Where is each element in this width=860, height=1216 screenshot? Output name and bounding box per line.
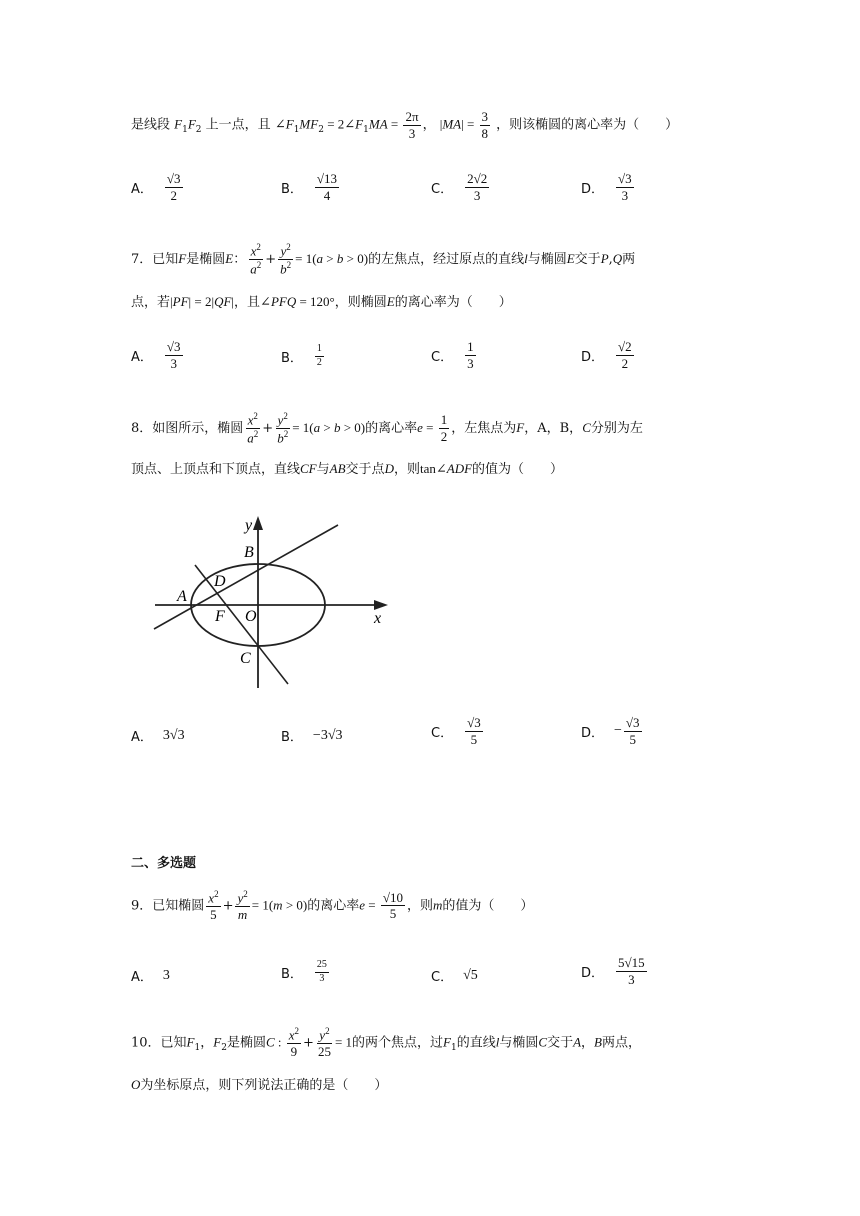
- q8-option-d[interactable]: D． − $\frac{√3}{5}$: [581, 715, 640, 747]
- q9-option-b[interactable]: B． $\frac{25}{3}$: [281, 959, 327, 984]
- q6-option-a[interactable]: A． $\frac{√3}{2}$: [131, 171, 181, 203]
- label-a: A: [177, 588, 187, 605]
- section-title-multiple-choice: 二、多选题: [131, 856, 197, 871]
- label-o: O: [245, 608, 257, 625]
- q10-stem-line2: O为坐标原点，则下列说法正确的是（ ）: [131, 1077, 388, 1093]
- angle-fraction: $\frac{2\pi}{3}$: [405, 109, 419, 141]
- q6-stem: 是线段 $F_1F_2$ 上一点，且 $\angle F_1MF_2$ = $2\angle F_1MA$ = $\frac{2\pi}{3}$ ， |MA| = $\frac{3}{8}$ ，则该椭圆的离心率为（ ）: [131, 109, 679, 141]
- label-b: B: [244, 544, 254, 561]
- q9-stem: 9．已知椭圆 $\frac{x^2}{5}$ + $\frac{y^2}{m}$ = 1(m > 0)的离心率e = $\frac{√10}{5}$ ，则m的值为（ ）: [131, 889, 534, 922]
- q8-option-c[interactable]: C． $\frac{√3}{5}$: [431, 715, 481, 747]
- q7-option-a[interactable]: A． $\frac{√3}{3}$: [131, 339, 181, 371]
- q9-option-a[interactable]: A． 3: [131, 967, 170, 985]
- label-y: y: [245, 517, 253, 534]
- q7-option-c[interactable]: C． $\frac{1}{3}$: [431, 339, 474, 371]
- q7-stem-line2: 点，若|PF| = 2|QF|，且∠PFQ = 120°，则椭圆E的离心率为（ ）: [131, 294, 512, 310]
- q9-option-c[interactable]: C． √5: [431, 967, 478, 985]
- q10-stem-line1: 10．已知$F_1$，$F_2$是椭圆C : $\frac{x^2}{9}$ + $\frac{y^2}{25}$ = 1的两个焦点，过$F_1$的直线l与椭圆C交于A，B两点，: [131, 1026, 642, 1059]
- q8-option-b[interactable]: B． −3√3: [281, 727, 343, 745]
- q7-option-b[interactable]: B． $\frac{1}{2}$: [281, 343, 322, 368]
- label-c: C: [240, 650, 251, 667]
- q8-option-a[interactable]: A． 3√3: [131, 727, 185, 745]
- label-x: x: [374, 610, 382, 627]
- q6-option-d[interactable]: D． $\frac{√3}{3}$: [581, 171, 632, 203]
- q9-option-d[interactable]: D． $\frac{5√15}{3}$: [581, 955, 645, 987]
- label-d: D: [214, 573, 226, 590]
- q7-option-d[interactable]: D． $\frac{√2}{2}$: [581, 339, 632, 371]
- ma-fraction: $\frac{3}{8}$: [481, 109, 489, 141]
- label-f: F: [215, 608, 225, 625]
- q8-stem-line2: 顶点、上顶点和下顶点，直线CF与AB交于点D，则tan∠ADF的值为（ ）: [131, 461, 564, 477]
- q6-option-c[interactable]: C． $\frac{2√2}{3}$: [431, 171, 488, 203]
- q8-stem-line1: 8．如图所示，椭圆 $\frac{x^2}{a^2}$ + $\frac{y^2}{b^2}$ = 1(a > b > 0)的离心率e = $\frac{1}{2}$ ，左焦点为F，A，B，C分别为左: [131, 411, 643, 446]
- ellipse-figure: [150, 508, 400, 693]
- q7-stem-line1: 7．已知F是椭圆E： $\frac{x^2}{a^2}$ + $\frac{y^2}{b^2}$ = 1(a > b > 0)的左焦点，经过原点的直线l与椭圆E交于P,Q两: [131, 242, 636, 277]
- q6-option-b[interactable]: B． $\frac{√13}{4}$: [281, 171, 338, 203]
